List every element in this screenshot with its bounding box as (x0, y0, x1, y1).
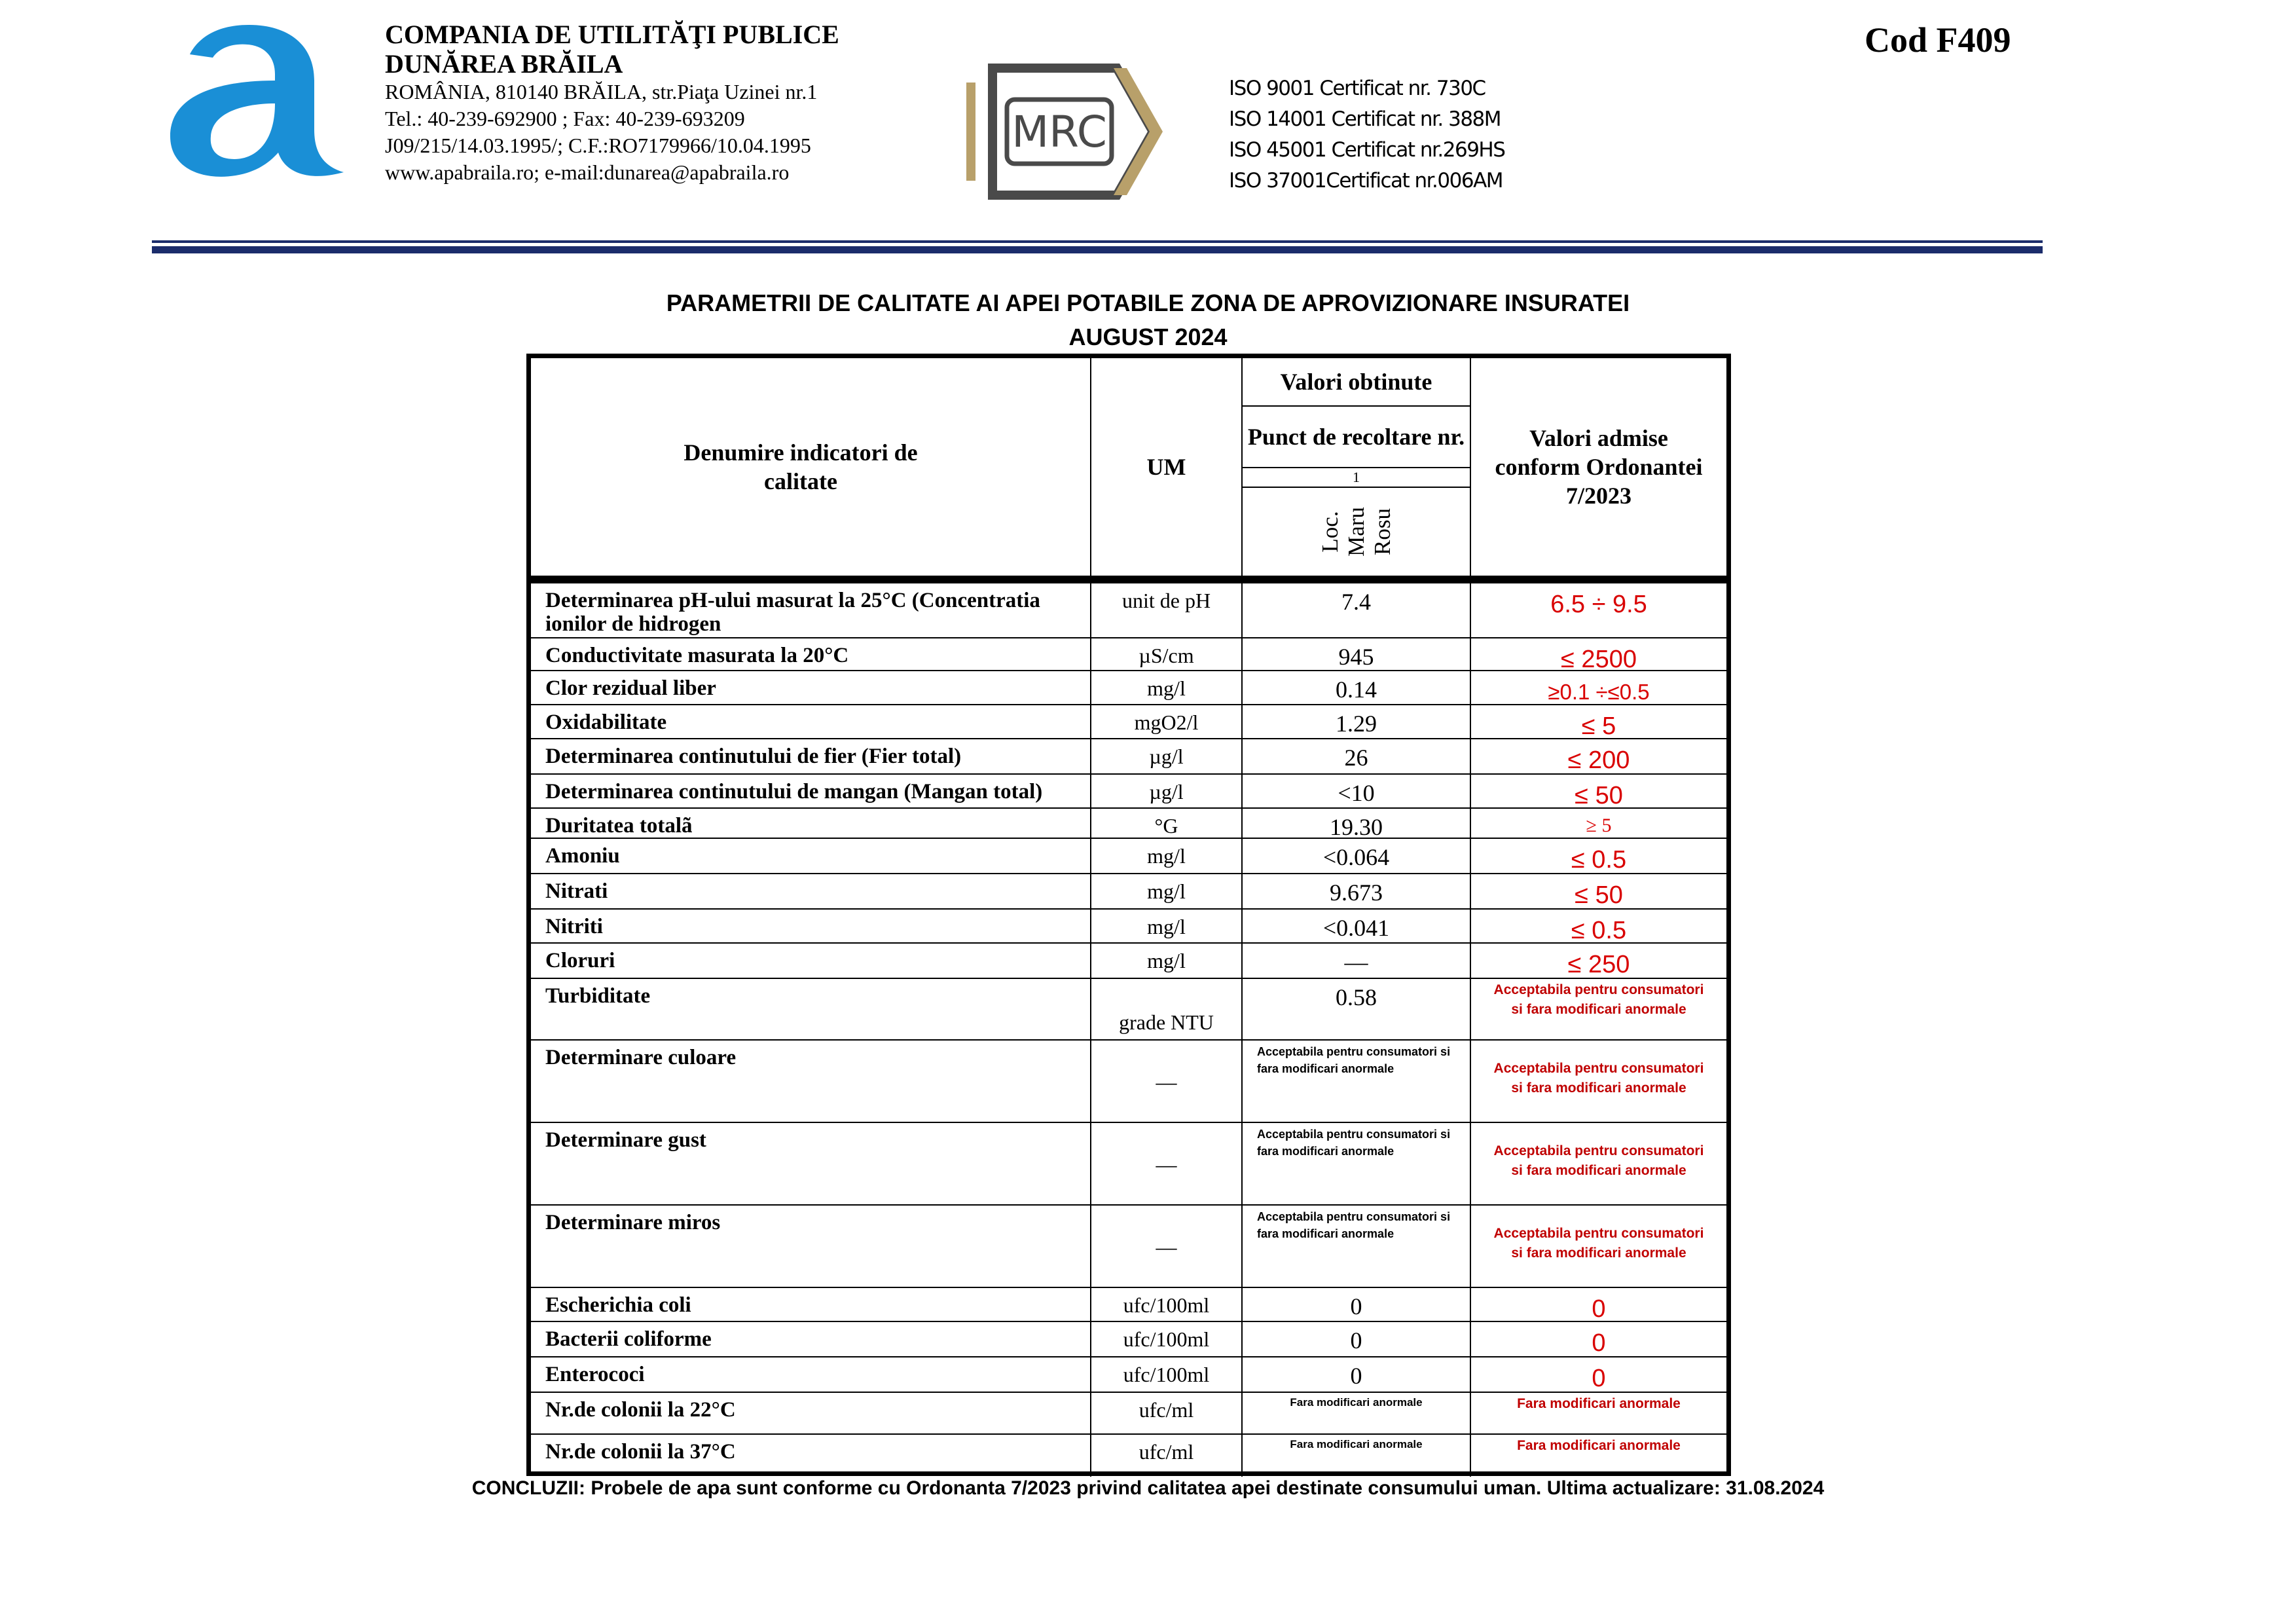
cell-indicator: Duritatea totalã (531, 809, 1091, 839)
cell-admitted-limit: 6.5 ÷ 9.5 (1471, 583, 1726, 638)
cell-admitted-limit: ≤ 50 (1471, 775, 1726, 809)
cell-value: 0 (1243, 1322, 1471, 1357)
cell-value: 1.29 (1243, 705, 1471, 739)
cell-value: 0.14 (1243, 671, 1471, 705)
cell-value: 0 (1243, 1357, 1471, 1393)
cell-admitted-limit: ≥ 5 (1471, 809, 1726, 839)
cert-item: ISO 45001 Certificat nr.269HS (1229, 138, 1505, 162)
company-web: www.apabraila.ro; e-mail:dunarea@apabraila.ro (385, 160, 790, 184)
cell-value: 9.673 (1243, 874, 1471, 910)
cell-indicator: Clor rezidual liber (531, 671, 1091, 705)
cell-value: 0 (1243, 1288, 1471, 1322)
cell-um: ufc/100ml (1091, 1357, 1243, 1393)
company-logo (151, 18, 347, 182)
cell-value: 19.30 (1243, 809, 1471, 839)
cell-value: 945 (1243, 638, 1471, 671)
cell-um: mg/l (1091, 839, 1243, 874)
cell-value: — (1243, 944, 1471, 979)
cell-admitted-limit: ≥0.1 ÷≤0.5 (1471, 671, 1726, 705)
cell-indicator: Determinare gust (531, 1123, 1091, 1206)
cell-value: 7.4 (1243, 583, 1471, 638)
header-indicator: Denumire indicatori de calitate (531, 358, 1091, 577)
cell-indicator: Amoniu (531, 839, 1091, 874)
cell-value: 26 (1243, 739, 1471, 775)
company-phone: Tel.: 40-239-692900 ; Fax: 40-239-693209 (385, 107, 745, 130)
cell-value: 0.58 (1243, 979, 1471, 1041)
company-address: ROMÂNIA, 810140 BRĂILA, str.Piaţa Uzinei nr.1 (385, 80, 818, 103)
cell-indicator: Enterococi (531, 1357, 1091, 1393)
header-um: UM (1091, 358, 1243, 577)
cell-indicator: Bacterii coliforme (531, 1322, 1091, 1357)
conclusion: CONCLUZII: Probele de apa sunt conforme cu Ordonanta 7/2023 privind calitatea apei destinate consumului uman. Ultima actualizare: 31.08.2024 (471, 1477, 1825, 1499)
cell-indicator: Cloruri (531, 944, 1091, 979)
header-values-obtained: Valori obtinute (1243, 358, 1471, 407)
cell-value: <10 (1243, 775, 1471, 809)
quality-table (526, 354, 1731, 1476)
header-point-number: 1 (1243, 468, 1471, 488)
cell-admitted-limit: Acceptabila pentru consumatori si fara modificari anormale (1471, 1123, 1726, 1206)
cell-indicator: Nr.de colonii la 22°C (531, 1393, 1091, 1435)
cell-um: ufc/ml (1091, 1435, 1243, 1477)
cell-value: Fara modificari anormale (1243, 1393, 1471, 1435)
form-code: Cod F409 (1865, 20, 2011, 60)
document-title: PARAMETRII DE CALITATE AI APEI POTABILE ZONA DE APROVIZIONARE INSURATEI (666, 289, 1630, 316)
cell-um: °G (1091, 809, 1243, 839)
cell-indicator: Determinare culoare (531, 1041, 1091, 1123)
header-separator (531, 577, 1726, 583)
document-period: AUGUST 2024 (1068, 323, 1228, 350)
cell-um: — (1091, 1123, 1243, 1206)
cell-indicator: Determinarea continutului de mangan (Mangan total) (531, 775, 1091, 809)
cell-indicator: Escherichia coli (531, 1288, 1091, 1322)
header-sampling-point: Punct de recoltare nr. (1243, 407, 1471, 468)
cell-um: µg/l (1091, 775, 1243, 809)
cell-admitted-limit: ≤ 0.5 (1471, 910, 1726, 944)
cell-value: Acceptabila pentru consumatori si fara modificari anormale (1243, 1041, 1471, 1123)
cell-indicator: Nitriti (531, 910, 1091, 944)
cell-indicator: Nitrati (531, 874, 1091, 910)
cell-admitted-limit: Fara modificari anormale (1471, 1393, 1726, 1435)
company-info (385, 20, 839, 186)
cell-indicator: Conductivitate masurata la 20°C (531, 638, 1091, 671)
cell-um: mg/l (1091, 944, 1243, 979)
cert-item: ISO 37001Certificat nr.006AM (1229, 169, 1503, 193)
cell-um: ufc/100ml (1091, 1288, 1243, 1322)
cell-admitted-limit: Acceptabila pentru consumatori si fara modificari anormale (1471, 1041, 1726, 1123)
cell-admitted-limit: Acceptabila pentru consumatori si fara modificari anormale (1471, 979, 1726, 1041)
cell-indicator: Determinare miros (531, 1206, 1091, 1288)
cell-indicator: Determinarea pH-ului masurat la 25°C (Concentratia ionilor de hidrogen (531, 583, 1091, 638)
cell-um: mg/l (1091, 910, 1243, 944)
cert-item: ISO 9001 Certificat nr. 730C (1229, 77, 1485, 100)
cell-admitted-limit: ≤ 200 (1471, 739, 1726, 775)
cell-value: Acceptabila pentru consumatori si fara modificari anormale (1243, 1123, 1471, 1206)
cell-indicator: Oxidabilitate (531, 705, 1091, 739)
cell-indicator: Turbiditate (531, 979, 1091, 1041)
cell-um: grade NTU (1091, 979, 1243, 1041)
cert-item: ISO 14001 Certificat nr. 388M (1229, 107, 1501, 131)
cell-admitted-limit: 0 (1471, 1322, 1726, 1357)
company-name-line2: DUNĂREA BRĂILA (385, 49, 623, 79)
cell-admitted-limit: ≤ 0.5 (1471, 839, 1726, 874)
cell-admitted-limit: 0 (1471, 1357, 1726, 1393)
header-admitted: Valori admise conform Ordonantei 7/2023 (1471, 358, 1726, 577)
mrc-logo-text: MRC (1011, 107, 1107, 157)
mrc-cert-logo (966, 63, 1163, 200)
cell-um: — (1091, 1206, 1243, 1288)
cell-indicator: Nr.de colonii la 37°C (531, 1435, 1091, 1477)
company-registration: J09/215/14.03.1995/; C.F.:RO7179966/10.04.1995 (385, 134, 811, 157)
cell-um: mg/l (1091, 874, 1243, 910)
cell-value: Acceptabila pentru consumatori si fara modificari anormale (1243, 1206, 1471, 1288)
cell-admitted-limit: Fara modificari anormale (1517, 1438, 1681, 1453)
cell-admitted-limit: ≤ 250 (1471, 944, 1726, 979)
cell-um: µg/l (1091, 739, 1243, 775)
cell-um: — (1091, 1041, 1243, 1123)
cell-admitted-limit: Acceptabila pentru consumatori si fara modificari anormale (1471, 1206, 1726, 1288)
cell-admitted-limit: ≤ 5 (1471, 705, 1726, 739)
header-divider (152, 240, 2043, 243)
cell-indicator: Determinarea continutului de fier (Fier total) (531, 739, 1091, 775)
header-divider-thick (152, 246, 2043, 253)
cell-value: <0.064 (1243, 839, 1471, 874)
cell-value: <0.041 (1243, 910, 1471, 944)
cell-value: Fara modificari anormale (1243, 1435, 1471, 1477)
cell-um: mgO2/l (1091, 705, 1243, 739)
certifications-list (1229, 73, 1504, 196)
company-name-line1: COMPANIA DE UTILITĂŢI PUBLICE (385, 20, 839, 49)
cell-um: µS/cm (1091, 638, 1243, 671)
cell-admitted-limit: ≤ 50 (1471, 874, 1726, 910)
cell-um: ufc/ml (1091, 1393, 1243, 1435)
cell-um: mg/l (1091, 671, 1243, 705)
cell-um: unit de pH (1091, 583, 1243, 638)
cell-um: ufc/100ml (1091, 1322, 1243, 1357)
cell-admitted-limit: 0 (1471, 1288, 1726, 1322)
cell-admitted-limit: ≤ 2500 (1471, 638, 1726, 671)
header-location: Loc. Maru Rosu (1243, 488, 1471, 577)
